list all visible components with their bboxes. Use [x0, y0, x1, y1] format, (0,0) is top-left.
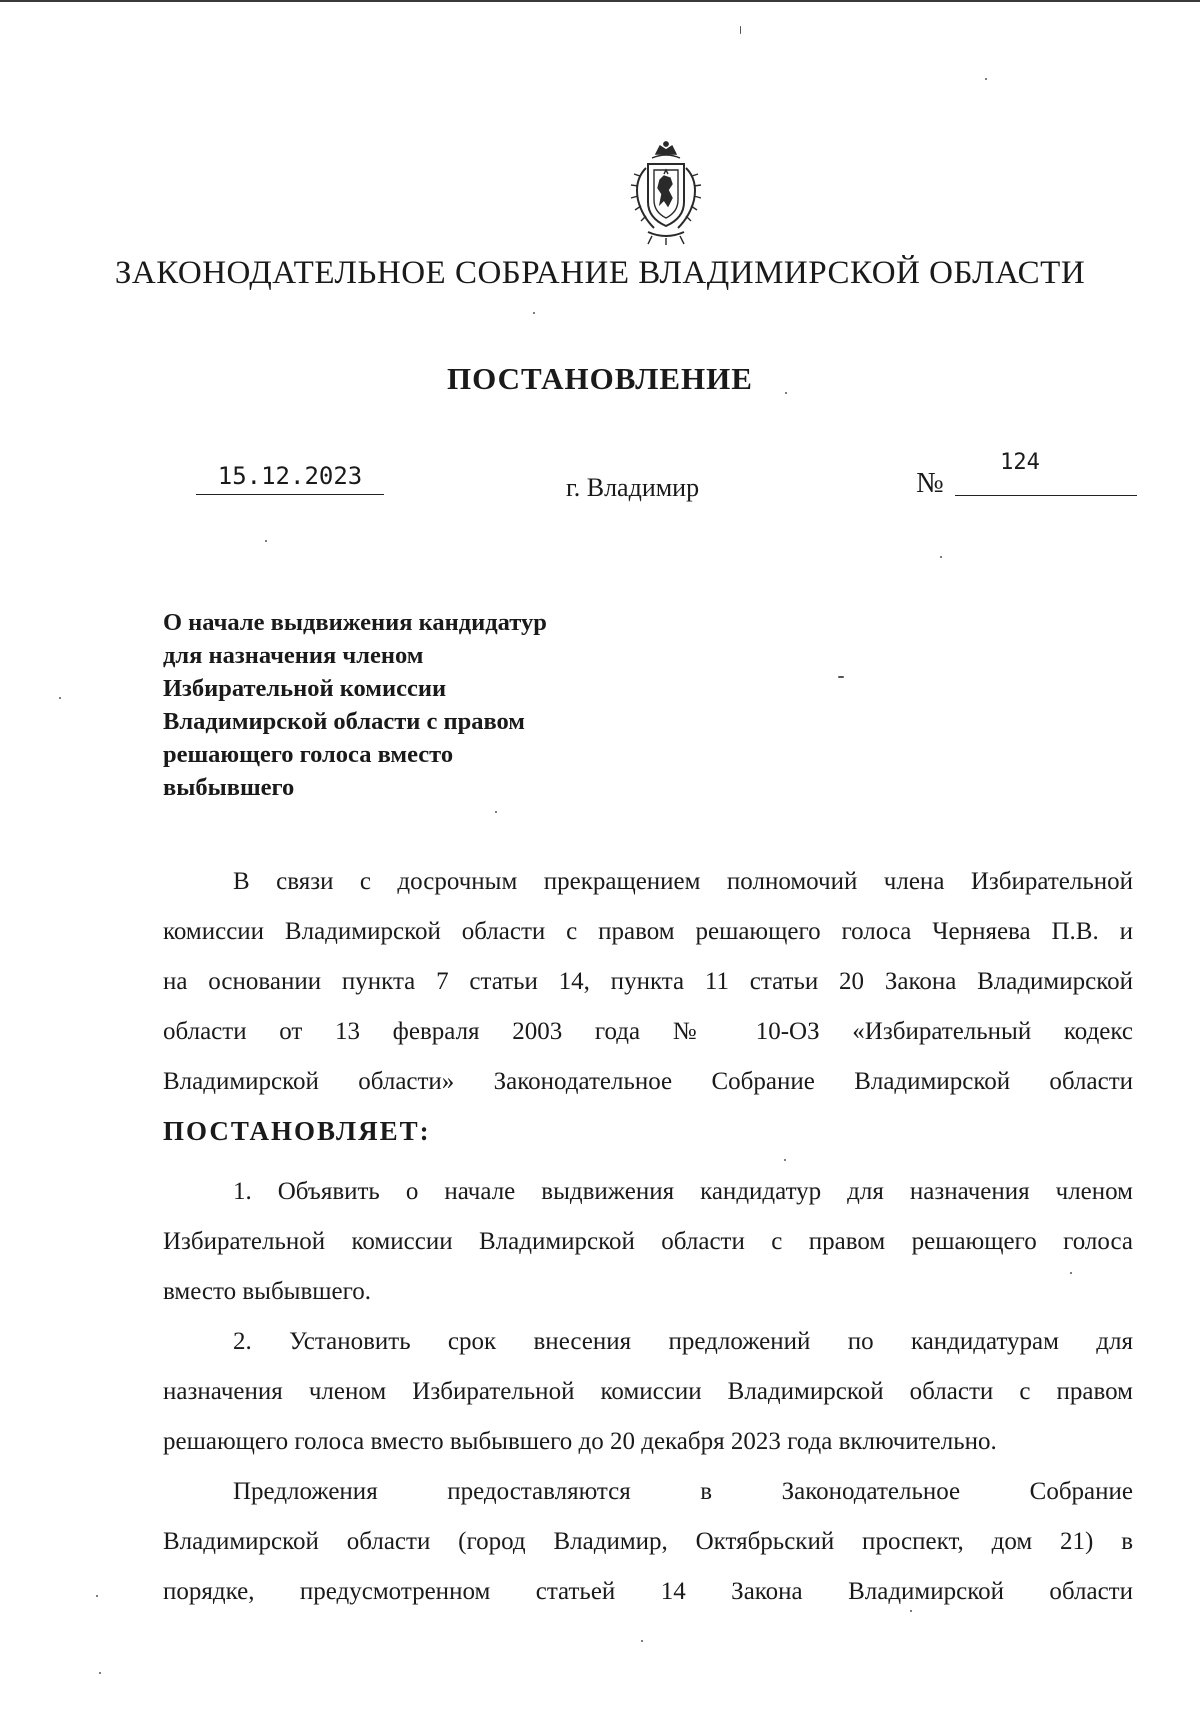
scan-speck: [785, 392, 787, 394]
document-city: г. Владимир: [566, 473, 700, 502]
proposals-line: Предложения предоставляются в Законодательное Собрание: [233, 1478, 1133, 1505]
item1-line: Избирательной комиссии Владимирской области с правом решающего голоса: [163, 1228, 1133, 1255]
scan-speck: [940, 556, 942, 558]
coat-of-arms-icon: [618, 140, 714, 246]
preamble-line: В связи с досрочным прекращением полномочий члена Избирательной: [233, 868, 1133, 895]
preamble-line: области от 13 февраля 2003 года № 10-ОЗ «Избирательный кодекс: [163, 1018, 1133, 1045]
item1-line: 1. Объявить о начале выдвижения кандидатур для назначения членом: [233, 1178, 1133, 1205]
scan-speck: [495, 811, 497, 813]
document-number: 124: [1000, 450, 1040, 475]
item1-line: вместо выбывшего.: [163, 1278, 372, 1305]
scan-speck: [740, 26, 741, 34]
scan-speck: [265, 540, 267, 542]
scan-speck: [641, 1640, 643, 1642]
document-subject: [163, 606, 653, 804]
item2-line: решающего голоса вместо выбывшего до 20 декабря 2023 года включительно.: [163, 1428, 997, 1455]
item2-line: 2. Установить срок внесения предложений по кандидатурам для: [233, 1328, 1133, 1355]
number-underline: [955, 495, 1137, 496]
scan-speck: [784, 1159, 786, 1161]
subject-line: Владимирской области с правом: [163, 708, 525, 735]
scan-top-edge: [0, 0, 1200, 2]
proposals-line: порядке, предусмотренном статьей 14 Закона Владимирской области: [163, 1578, 1133, 1605]
subject-line: решающего голоса вместо: [163, 741, 454, 768]
document-date: 15.12.2023: [196, 462, 384, 495]
scan-speck: [96, 1595, 98, 1597]
scan-speck: [99, 1672, 101, 1674]
scan-speck: [910, 1610, 912, 1612]
subject-line: Избирательной комиссии: [163, 675, 447, 702]
organization-name: ЗАКОНОДАТЕЛЬНОЕ СОБРАНИЕ ВЛАДИМИРСКОЙ ОБЛАСТИ: [114, 255, 1086, 291]
subject-line: выбывшего: [163, 774, 295, 801]
decree-word: ПОСТАНОВЛЯЕТ:: [163, 1116, 431, 1146]
scan-speck: [838, 676, 844, 678]
document-type-title: ПОСТАНОВЛЕНИЕ: [447, 361, 753, 396]
scan-speck: [985, 78, 987, 80]
preamble-line: на основании пункта 7 статьи 14, пункта 11 статьи 20 Закона Владимирской: [163, 968, 1133, 995]
subject-line: для назначения членом: [163, 642, 424, 669]
proposals-line: Владимирской области (город Владимир, Октябрьский проспект, дом 21) в: [163, 1528, 1133, 1555]
preamble-line: Владимирской области» Законодательное Собрание Владимирской области: [163, 1068, 1133, 1095]
preamble-line: комиссии Владимирской области с правом решающего голоса Черняева П.В. и: [163, 918, 1133, 945]
subject-line: О начале выдвижения кандидатур: [163, 609, 547, 636]
number-sign: №: [916, 467, 944, 499]
scan-speck: [1070, 1272, 1072, 1274]
item2-line: назначения членом Избирательной комиссии Владимирской области с правом: [163, 1378, 1133, 1405]
scan-speck: [533, 312, 535, 314]
scan-speck: [59, 697, 61, 699]
